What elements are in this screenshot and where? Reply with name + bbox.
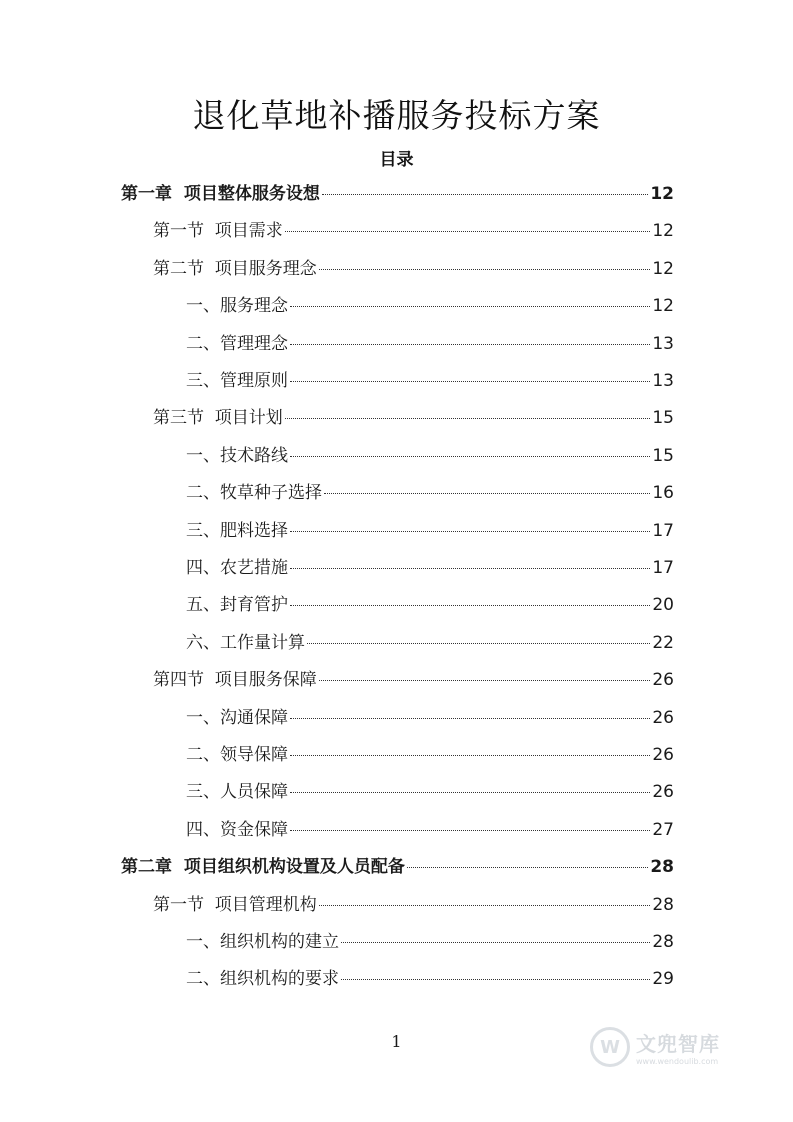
toc-dot-leader	[407, 867, 648, 868]
toc-subsection-entry[interactable]	[186, 556, 674, 580]
toc-dot-leader	[290, 344, 650, 345]
toc-dot-leader	[319, 680, 651, 681]
toc-entry-page: 26	[652, 782, 674, 802]
toc-entry-page: 20	[652, 595, 674, 615]
toc-entry-label: 一、沟通保障	[186, 708, 288, 728]
toc-subsection-entry[interactable]	[186, 519, 674, 543]
toc-dot-leader	[290, 531, 650, 532]
toc-entry-label: 二、牧草种子选择	[186, 483, 322, 503]
toc-entry-label: 第四节 项目服务保障	[153, 670, 317, 690]
toc-section-entry[interactable]	[153, 406, 674, 430]
toc-entry-page: 28	[650, 857, 674, 877]
toc-dot-leader	[324, 493, 650, 494]
toc-dot-leader	[290, 306, 650, 307]
toc-dot-leader	[285, 231, 651, 232]
toc-entry-page: 12	[652, 221, 674, 241]
toc-subsection-entry[interactable]	[186, 743, 674, 767]
toc-entry-label: 五、封育管护	[186, 595, 288, 615]
toc-entry-label: 一、组织机构的建立	[186, 932, 339, 952]
toc-entry-page: 26	[652, 708, 674, 728]
toc-entry-label: 二、组织机构的要求	[186, 969, 339, 989]
toc-subsection-entry[interactable]	[186, 593, 674, 617]
toc-dot-leader	[290, 381, 650, 382]
toc-subsection-entry[interactable]	[186, 369, 674, 393]
toc-dot-leader	[341, 979, 650, 980]
toc-entry-label: 第一节 项目需求	[153, 221, 283, 241]
toc-entry-page: 26	[652, 745, 674, 765]
toc-subsection-entry[interactable]	[186, 481, 674, 505]
watermark-logo-icon: W	[590, 1027, 630, 1067]
toc-entry-page: 12	[652, 259, 674, 279]
toc-entry-page: 13	[652, 334, 674, 354]
toc-subsection-entry[interactable]	[186, 332, 674, 356]
toc-section-entry[interactable]	[153, 257, 674, 281]
toc-entry-label: 四、资金保障	[186, 820, 288, 840]
toc-entry-page: 12	[652, 296, 674, 316]
toc-entry-label: 四、农艺措施	[186, 558, 288, 578]
toc-entry-label: 一、服务理念	[186, 296, 288, 316]
toc-entry-page: 17	[652, 558, 674, 578]
toc-section-entry[interactable]	[153, 668, 674, 692]
toc-entry-page: 15	[652, 408, 674, 428]
toc-subsection-entry[interactable]	[186, 780, 674, 804]
toc-dot-leader	[307, 643, 650, 644]
toc-entry-page: 15	[652, 446, 674, 466]
toc-section-entry[interactable]	[153, 219, 674, 243]
toc-dot-leader	[290, 792, 650, 793]
toc-dot-leader	[290, 456, 650, 457]
toc-subsection-entry[interactable]	[186, 818, 674, 842]
toc-subsection-entry[interactable]	[186, 294, 674, 318]
document-title: 退化草地补播服务投标方案	[192, 96, 601, 135]
toc-entry-label: 第一节 项目管理机构	[153, 895, 317, 915]
toc-entry-page: 26	[652, 670, 674, 690]
toc-dot-leader	[319, 905, 651, 906]
toc-entry-label: 三、肥料选择	[186, 521, 288, 541]
toc-entry-label: 第二节 项目服务理念	[153, 259, 317, 279]
toc-chapter-entry[interactable]	[121, 182, 674, 206]
toc-entry-label: 二、管理理念	[186, 334, 288, 354]
watermark	[590, 1022, 750, 1072]
toc-dot-leader	[290, 718, 650, 719]
toc-entry-label: 一、技术路线	[186, 446, 288, 466]
toc-subsection-entry[interactable]	[186, 444, 674, 468]
page-number: 1	[391, 1032, 402, 1051]
toc-dot-leader	[322, 194, 648, 195]
toc-section-entry[interactable]	[153, 893, 674, 917]
toc-entry-label: 二、领导保障	[186, 745, 288, 765]
toc-dot-leader	[341, 942, 650, 943]
toc-entry-page: 28	[652, 932, 674, 952]
toc-entry-label: 第一章 项目整体服务设想	[121, 184, 320, 204]
toc-entry-page: 12	[650, 184, 674, 204]
toc-dot-leader	[290, 568, 650, 569]
toc-dot-leader	[290, 755, 650, 756]
toc-dot-leader	[319, 269, 651, 270]
toc-entry-page: 17	[652, 521, 674, 541]
toc-subsection-entry[interactable]	[186, 631, 674, 655]
toc-entry-label: 三、人员保障	[186, 782, 288, 802]
watermark-url: www.wendoulib.com	[636, 1057, 719, 1066]
watermark-name: 文兜智库	[636, 1032, 720, 1056]
toc-entry-page: 16	[652, 483, 674, 503]
toc-chapter-entry[interactable]	[121, 855, 674, 879]
toc-dot-leader	[285, 418, 651, 419]
toc-subsection-entry[interactable]	[186, 967, 674, 991]
toc-entry-page: 22	[652, 633, 674, 653]
toc-subsection-entry[interactable]	[186, 706, 674, 730]
toc-entry-label: 六、工作量计算	[186, 633, 305, 653]
toc-entry-label: 第三节 项目计划	[153, 408, 283, 428]
toc-entry-page: 13	[652, 371, 674, 391]
toc-entry-label: 三、管理原则	[186, 371, 288, 391]
toc-entry-page: 27	[652, 820, 674, 840]
toc-heading: 目录	[379, 150, 414, 170]
toc-entry-label: 第二章 项目组织机构设置及人员配备	[121, 857, 405, 877]
toc-entry-page: 28	[652, 895, 674, 915]
toc-dot-leader	[290, 605, 650, 606]
toc-dot-leader	[290, 830, 650, 831]
toc-subsection-entry[interactable]	[186, 930, 674, 954]
toc-entry-page: 29	[652, 969, 674, 989]
